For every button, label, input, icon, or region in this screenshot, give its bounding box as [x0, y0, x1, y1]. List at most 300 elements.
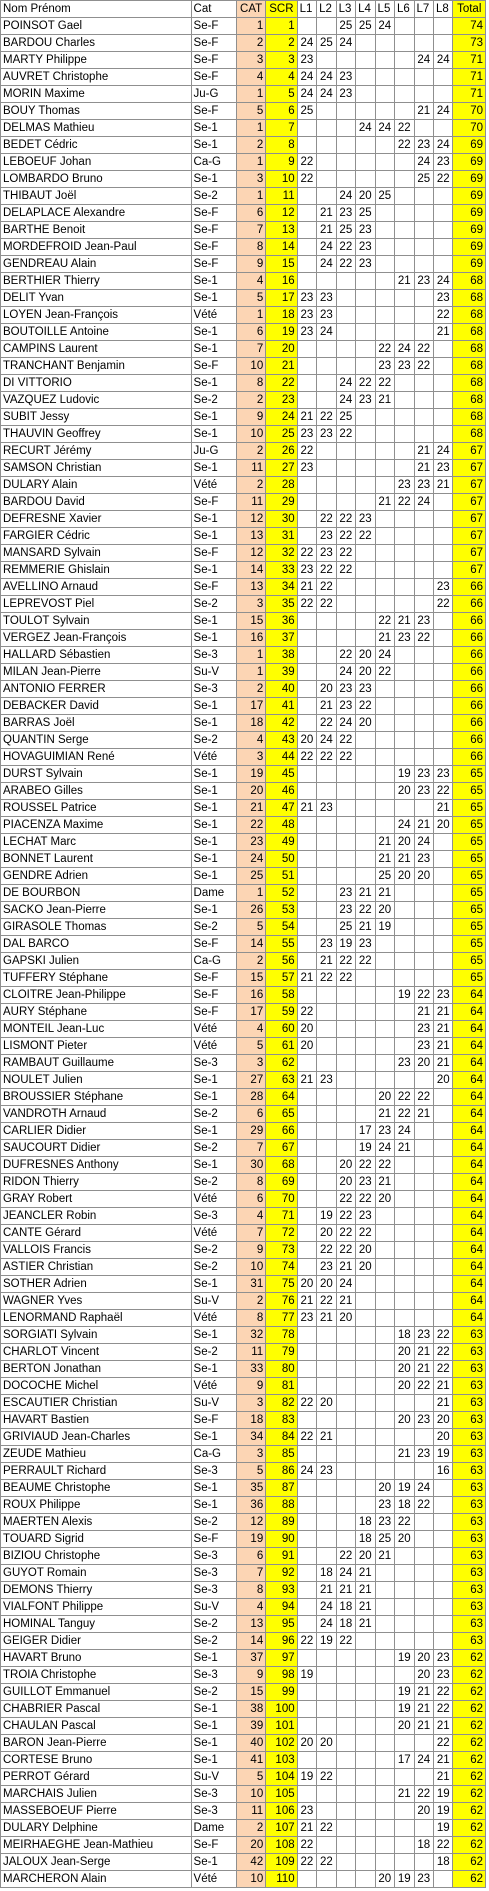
cell-l3[interactable]: [336, 1667, 355, 1684]
cell-name[interactable]: HALLARD Sébastien: [1, 647, 192, 664]
cell-l6[interactable]: [395, 1072, 414, 1089]
cell-l3[interactable]: [336, 1004, 355, 1021]
cell-category[interactable]: Se-1: [191, 783, 236, 800]
cell-l7[interactable]: [414, 885, 433, 902]
cell-name[interactable]: ZEUDE Mathieu: [1, 1446, 192, 1463]
cell-l5[interactable]: [375, 1225, 394, 1242]
cell-category-rank[interactable]: 4: [237, 1021, 266, 1038]
cell-l4[interactable]: [356, 1480, 375, 1497]
cell-l2[interactable]: [317, 137, 336, 154]
cell-category-rank[interactable]: 27: [237, 1072, 266, 1089]
cell-category-rank[interactable]: 24: [237, 851, 266, 868]
cell-category-rank[interactable]: 12: [237, 511, 266, 528]
cell-l6[interactable]: [395, 1820, 414, 1837]
cell-l4[interactable]: [356, 307, 375, 324]
cell-name[interactable]: PERRAULT Richard: [1, 1463, 192, 1480]
cell-l6[interactable]: [395, 69, 414, 86]
cell-l5[interactable]: 22: [375, 664, 394, 681]
cell-total[interactable]: 63: [453, 1327, 486, 1344]
cell-l5[interactable]: 21: [375, 1548, 394, 1565]
cell-category-rank[interactable]: 5: [237, 103, 266, 120]
cell-name[interactable]: GEIGER Didier: [1, 1633, 192, 1650]
cell-l8[interactable]: 22: [434, 1361, 453, 1378]
cell-l8[interactable]: [434, 1191, 453, 1208]
cell-l8[interactable]: [434, 1599, 453, 1616]
cell-l2[interactable]: [317, 1327, 336, 1344]
cell-l7[interactable]: [414, 953, 433, 970]
cell-total[interactable]: 66: [453, 579, 486, 596]
cell-l1[interactable]: [297, 1650, 316, 1667]
cell-l3[interactable]: [336, 1752, 355, 1769]
cell-l1[interactable]: 22: [297, 1837, 316, 1854]
cell-scratch-rank[interactable]: 66: [266, 1123, 297, 1140]
cell-total[interactable]: 67: [453, 477, 486, 494]
cell-l8[interactable]: [434, 1225, 453, 1242]
cell-category-rank[interactable]: 25: [237, 868, 266, 885]
cell-total[interactable]: 68: [453, 409, 486, 426]
cell-l5[interactable]: [375, 936, 394, 953]
cell-l3[interactable]: [336, 1327, 355, 1344]
cell-l6[interactable]: [395, 1599, 414, 1616]
cell-l2[interactable]: 22: [317, 1854, 336, 1871]
cell-name[interactable]: HAVART Bruno: [1, 1650, 192, 1667]
cell-l7[interactable]: 18: [414, 1837, 433, 1854]
cell-l6[interactable]: 22: [395, 1514, 414, 1531]
cell-category-rank[interactable]: 41: [237, 1752, 266, 1769]
cell-l2[interactable]: [317, 868, 336, 885]
cell-scratch-rank[interactable]: 21: [266, 358, 297, 375]
cell-l2[interactable]: [317, 885, 336, 902]
cell-name[interactable]: CARLIER Didier: [1, 1123, 192, 1140]
cell-l5[interactable]: [375, 1446, 394, 1463]
cell-l6[interactable]: [395, 1208, 414, 1225]
cell-l3[interactable]: 22: [336, 1548, 355, 1565]
cell-l3[interactable]: 20: [336, 1157, 355, 1174]
cell-scratch-rank[interactable]: 61: [266, 1038, 297, 1055]
cell-l6[interactable]: [395, 1429, 414, 1446]
cell-l4[interactable]: [356, 766, 375, 783]
cell-l7[interactable]: [414, 1633, 433, 1650]
cell-scratch-rank[interactable]: 73: [266, 1242, 297, 1259]
cell-l6[interactable]: 19: [395, 1480, 414, 1497]
cell-l2[interactable]: 20: [317, 1276, 336, 1293]
cell-category[interactable]: Se-3: [191, 647, 236, 664]
cell-category-rank[interactable]: 6: [237, 324, 266, 341]
cell-l7[interactable]: [414, 902, 433, 919]
cell-name[interactable]: BARON Jean-Pierre: [1, 1735, 192, 1752]
cell-l8[interactable]: 23: [434, 1650, 453, 1667]
cell-l7[interactable]: [414, 1123, 433, 1140]
cell-l1[interactable]: 25: [297, 103, 316, 120]
cell-l5[interactable]: [375, 1395, 394, 1412]
cell-l6[interactable]: 19: [395, 987, 414, 1004]
cell-l3[interactable]: [336, 120, 355, 137]
header-l3[interactable]: L3: [336, 1, 355, 18]
cell-l6[interactable]: 23: [395, 477, 414, 494]
cell-category-rank[interactable]: 4: [237, 69, 266, 86]
cell-scratch-rank[interactable]: 11: [266, 188, 297, 205]
cell-l7[interactable]: [414, 1191, 433, 1208]
cell-category-rank[interactable]: 26: [237, 902, 266, 919]
cell-name[interactable]: ASTIER Christian: [1, 1259, 192, 1276]
cell-category-rank[interactable]: 11: [237, 460, 266, 477]
cell-category-rank[interactable]: 34: [237, 1429, 266, 1446]
cell-name[interactable]: TOULOT Sylvain: [1, 613, 192, 630]
cell-category-rank[interactable]: 3: [237, 749, 266, 766]
cell-l1[interactable]: [297, 1786, 316, 1803]
cell-l4[interactable]: [356, 1429, 375, 1446]
cell-l2[interactable]: 22: [317, 409, 336, 426]
cell-category[interactable]: Se-1: [191, 341, 236, 358]
cell-l3[interactable]: [336, 1701, 355, 1718]
cell-l8[interactable]: [434, 239, 453, 256]
cell-scratch-rank[interactable]: 91: [266, 1548, 297, 1565]
cell-category[interactable]: Se-3: [191, 1582, 236, 1599]
cell-l6[interactable]: 22: [395, 1089, 414, 1106]
cell-scratch-rank[interactable]: 55: [266, 936, 297, 953]
cell-total[interactable]: 65: [453, 885, 486, 902]
cell-category[interactable]: Se-2: [191, 1242, 236, 1259]
cell-l3[interactable]: [336, 834, 355, 851]
cell-scratch-rank[interactable]: 62: [266, 1055, 297, 1072]
cell-name[interactable]: BEDET Cédric: [1, 137, 192, 154]
cell-name[interactable]: DEMONS Thierry: [1, 1582, 192, 1599]
cell-l7[interactable]: [414, 545, 433, 562]
cell-l3[interactable]: [336, 307, 355, 324]
cell-category[interactable]: Vété: [191, 1021, 236, 1038]
cell-category-rank[interactable]: 3: [237, 52, 266, 69]
cell-l2[interactable]: 23: [317, 426, 336, 443]
cell-category[interactable]: Se-1: [191, 1276, 236, 1293]
cell-l1[interactable]: 23: [297, 290, 316, 307]
cell-l8[interactable]: [434, 358, 453, 375]
cell-l8[interactable]: 22: [434, 1684, 453, 1701]
cell-category[interactable]: Se-F: [191, 18, 236, 35]
cell-l3[interactable]: [336, 477, 355, 494]
cell-scratch-rank[interactable]: 25: [266, 426, 297, 443]
cell-name[interactable]: PERROT Gérard: [1, 1769, 192, 1786]
cell-l7[interactable]: [414, 1565, 433, 1582]
cell-l1[interactable]: 21: [297, 409, 316, 426]
cell-l3[interactable]: 22: [336, 732, 355, 749]
cell-l1[interactable]: 22: [297, 1004, 316, 1021]
cell-l8[interactable]: [434, 494, 453, 511]
cell-name[interactable]: LEPREVOST Piel: [1, 596, 192, 613]
cell-name[interactable]: BARDOU David: [1, 494, 192, 511]
cell-l6[interactable]: 21: [395, 1446, 414, 1463]
cell-l1[interactable]: [297, 1599, 316, 1616]
cell-l1[interactable]: [297, 392, 316, 409]
cell-l6[interactable]: [395, 1259, 414, 1276]
cell-l2[interactable]: [317, 1650, 336, 1667]
cell-name[interactable]: DELIT Yvan: [1, 290, 192, 307]
cell-l5[interactable]: [375, 426, 394, 443]
cell-category[interactable]: Se-3: [191, 1548, 236, 1565]
cell-l2[interactable]: [317, 1174, 336, 1191]
cell-l4[interactable]: 23: [356, 1208, 375, 1225]
cell-scratch-rank[interactable]: 98: [266, 1667, 297, 1684]
cell-l5[interactable]: [375, 103, 394, 120]
cell-scratch-rank[interactable]: 28: [266, 477, 297, 494]
cell-l3[interactable]: 21: [336, 1259, 355, 1276]
cell-l6[interactable]: 24: [395, 817, 414, 834]
cell-total[interactable]: 64: [453, 1038, 486, 1055]
cell-l4[interactable]: [356, 1344, 375, 1361]
cell-total[interactable]: 65: [453, 800, 486, 817]
cell-l2[interactable]: [317, 1531, 336, 1548]
cell-scratch-rank[interactable]: 97: [266, 1650, 297, 1667]
cell-name[interactable]: LECHAT Marc: [1, 834, 192, 851]
cell-l4[interactable]: 20: [356, 1259, 375, 1276]
cell-l8[interactable]: 20: [434, 1072, 453, 1089]
cell-l8[interactable]: 24: [434, 273, 453, 290]
cell-l8[interactable]: [434, 545, 453, 562]
cell-name[interactable]: CHABRIER Pascal: [1, 1701, 192, 1718]
cell-l3[interactable]: 24: [336, 188, 355, 205]
cell-l6[interactable]: [395, 222, 414, 239]
cell-scratch-rank[interactable]: 92: [266, 1565, 297, 1582]
cell-l6[interactable]: 24: [395, 341, 414, 358]
cell-l3[interactable]: [336, 1837, 355, 1854]
cell-category[interactable]: Se-2: [191, 596, 236, 613]
cell-total[interactable]: 66: [453, 630, 486, 647]
cell-l4[interactable]: [356, 1055, 375, 1072]
cell-l8[interactable]: [434, 528, 453, 545]
cell-l1[interactable]: 22: [297, 749, 316, 766]
cell-l2[interactable]: 22: [317, 1293, 336, 1310]
cell-total[interactable]: 63: [453, 1514, 486, 1531]
cell-l4[interactable]: [356, 1463, 375, 1480]
cell-total[interactable]: 64: [453, 1242, 486, 1259]
cell-l6[interactable]: 17: [395, 1752, 414, 1769]
cell-total[interactable]: 66: [453, 613, 486, 630]
cell-l4[interactable]: [356, 69, 375, 86]
cell-scratch-rank[interactable]: 64: [266, 1089, 297, 1106]
cell-category[interactable]: Ju-G: [191, 443, 236, 460]
cell-name[interactable]: BARDOU Charles: [1, 35, 192, 52]
cell-l5[interactable]: [375, 715, 394, 732]
cell-l4[interactable]: 20: [356, 715, 375, 732]
cell-total[interactable]: 63: [453, 1412, 486, 1429]
cell-l6[interactable]: [395, 1837, 414, 1854]
cell-category-rank[interactable]: 3: [237, 171, 266, 188]
cell-l5[interactable]: [375, 1021, 394, 1038]
cell-l1[interactable]: [297, 1480, 316, 1497]
cell-scratch-rank[interactable]: 22: [266, 375, 297, 392]
cell-l1[interactable]: [297, 1548, 316, 1565]
cell-scratch-rank[interactable]: 68: [266, 1157, 297, 1174]
cell-l4[interactable]: [356, 1854, 375, 1871]
cell-l4[interactable]: [356, 1293, 375, 1310]
cell-l3[interactable]: [336, 1055, 355, 1072]
cell-l7[interactable]: 23: [414, 1412, 433, 1429]
cell-l1[interactable]: [297, 1514, 316, 1531]
cell-total[interactable]: 63: [453, 1463, 486, 1480]
cell-l2[interactable]: 24: [317, 86, 336, 103]
cell-l7[interactable]: 23: [414, 613, 433, 630]
cell-l4[interactable]: [356, 494, 375, 511]
cell-l7[interactable]: [414, 698, 433, 715]
cell-l7[interactable]: [414, 1548, 433, 1565]
cell-l4[interactable]: [356, 817, 375, 834]
cell-l1[interactable]: [297, 664, 316, 681]
cell-l3[interactable]: [336, 1769, 355, 1786]
cell-scratch-rank[interactable]: 77: [266, 1310, 297, 1327]
cell-total[interactable]: 62: [453, 1684, 486, 1701]
cell-l3[interactable]: [336, 1820, 355, 1837]
cell-scratch-rank[interactable]: 9: [266, 154, 297, 171]
cell-name[interactable]: NOULET Julien: [1, 1072, 192, 1089]
cell-l6[interactable]: [395, 1174, 414, 1191]
cell-l3[interactable]: [336, 1123, 355, 1140]
cell-l6[interactable]: [395, 511, 414, 528]
cell-l4[interactable]: [356, 137, 375, 154]
cell-l5[interactable]: [375, 732, 394, 749]
cell-l4[interactable]: [356, 426, 375, 443]
cell-l3[interactable]: [336, 1650, 355, 1667]
cell-category-rank[interactable]: 10: [237, 426, 266, 443]
cell-l8[interactable]: [434, 35, 453, 52]
cell-l6[interactable]: [395, 1548, 414, 1565]
cell-name[interactable]: MILAN Jean-Pierre: [1, 664, 192, 681]
cell-scratch-rank[interactable]: 26: [266, 443, 297, 460]
cell-l8[interactable]: 21: [434, 477, 453, 494]
cell-l8[interactable]: [434, 86, 453, 103]
cell-l8[interactable]: 24: [434, 103, 453, 120]
cell-total[interactable]: 66: [453, 681, 486, 698]
cell-l3[interactable]: 22: [336, 511, 355, 528]
cell-total[interactable]: 65: [453, 919, 486, 936]
cell-l5[interactable]: 21: [375, 630, 394, 647]
cell-l5[interactable]: [375, 1752, 394, 1769]
cell-category[interactable]: Se-1: [191, 1157, 236, 1174]
cell-l5[interactable]: [375, 1735, 394, 1752]
cell-l7[interactable]: [414, 1276, 433, 1293]
cell-category-rank[interactable]: 8: [237, 1582, 266, 1599]
cell-category-rank[interactable]: 1: [237, 664, 266, 681]
cell-l8[interactable]: 19: [434, 1446, 453, 1463]
cell-category[interactable]: Se-1: [191, 1480, 236, 1497]
cell-l2[interactable]: 25: [317, 35, 336, 52]
cell-l5[interactable]: [375, 817, 394, 834]
cell-total[interactable]: 62: [453, 1718, 486, 1735]
cell-category[interactable]: Se-1: [191, 1701, 236, 1718]
cell-scratch-rank[interactable]: 53: [266, 902, 297, 919]
cell-l7[interactable]: [414, 1310, 433, 1327]
cell-l3[interactable]: [336, 800, 355, 817]
cell-l7[interactable]: 20: [414, 1667, 433, 1684]
cell-l8[interactable]: 22: [434, 1701, 453, 1718]
cell-category[interactable]: Vété: [191, 1191, 236, 1208]
cell-scratch-rank[interactable]: 24: [266, 409, 297, 426]
cell-total[interactable]: 69: [453, 256, 486, 273]
cell-l6[interactable]: 20: [395, 1412, 414, 1429]
cell-l7[interactable]: 21: [414, 817, 433, 834]
cell-l7[interactable]: [414, 1599, 433, 1616]
cell-l2[interactable]: [317, 1803, 336, 1820]
cell-l5[interactable]: 21: [375, 834, 394, 851]
cell-l6[interactable]: [395, 1565, 414, 1582]
cell-l3[interactable]: [336, 1803, 355, 1820]
cell-l4[interactable]: [356, 477, 375, 494]
cell-l3[interactable]: 23: [336, 698, 355, 715]
cell-name[interactable]: ROUSSEL Patrice: [1, 800, 192, 817]
cell-l5[interactable]: 23: [375, 358, 394, 375]
cell-l5[interactable]: [375, 443, 394, 460]
cell-l4[interactable]: [356, 1106, 375, 1123]
cell-l3[interactable]: [336, 1412, 355, 1429]
cell-l2[interactable]: 24: [317, 239, 336, 256]
cell-scratch-rank[interactable]: 4: [266, 69, 297, 86]
cell-l5[interactable]: [375, 596, 394, 613]
cell-l7[interactable]: [414, 375, 433, 392]
cell-scratch-rank[interactable]: 78: [266, 1327, 297, 1344]
cell-category-rank[interactable]: 5: [237, 1038, 266, 1055]
cell-category-rank[interactable]: 1: [237, 647, 266, 664]
cell-l7[interactable]: 21: [414, 443, 433, 460]
cell-l2[interactable]: [317, 1497, 336, 1514]
cell-l1[interactable]: [297, 1497, 316, 1514]
cell-name[interactable]: VIALFONT Philippe: [1, 1599, 192, 1616]
cell-l6[interactable]: 22: [395, 120, 414, 137]
cell-l5[interactable]: [375, 1072, 394, 1089]
cell-l4[interactable]: [356, 443, 375, 460]
cell-total[interactable]: 64: [453, 1225, 486, 1242]
cell-category-rank[interactable]: 20: [237, 1837, 266, 1854]
cell-l5[interactable]: 22: [375, 375, 394, 392]
cell-name[interactable]: PIACENZA Maxime: [1, 817, 192, 834]
cell-category[interactable]: Ju-G: [191, 86, 236, 103]
cell-l7[interactable]: 20: [414, 868, 433, 885]
cell-name[interactable]: HAVART Bastien: [1, 1412, 192, 1429]
cell-l7[interactable]: [414, 664, 433, 681]
cell-l5[interactable]: 23: [375, 1514, 394, 1531]
cell-category[interactable]: Se-1: [191, 1752, 236, 1769]
cell-l5[interactable]: 24: [375, 18, 394, 35]
cell-category-rank[interactable]: 1: [237, 188, 266, 205]
cell-name[interactable]: DAL BARCO: [1, 936, 192, 953]
cell-scratch-rank[interactable]: 46: [266, 783, 297, 800]
cell-category-rank[interactable]: 13: [237, 1616, 266, 1633]
cell-scratch-rank[interactable]: 18: [266, 307, 297, 324]
cell-l5[interactable]: 21: [375, 392, 394, 409]
cell-total[interactable]: 68: [453, 341, 486, 358]
cell-l8[interactable]: [434, 919, 453, 936]
cell-l5[interactable]: 24: [375, 647, 394, 664]
cell-l1[interactable]: [297, 137, 316, 154]
cell-scratch-rank[interactable]: 2: [266, 35, 297, 52]
cell-scratch-rank[interactable]: 39: [266, 664, 297, 681]
cell-l2[interactable]: 24: [317, 732, 336, 749]
cell-l3[interactable]: [336, 1871, 355, 1888]
cell-scratch-rank[interactable]: 19: [266, 324, 297, 341]
cell-category[interactable]: Se-1: [191, 1718, 236, 1735]
cell-l4[interactable]: [356, 1769, 375, 1786]
cell-l8[interactable]: [434, 885, 453, 902]
cell-scratch-rank[interactable]: 59: [266, 1004, 297, 1021]
cell-l4[interactable]: 18: [356, 1531, 375, 1548]
cell-name[interactable]: JALOUX Jean-Serge: [1, 1854, 192, 1871]
cell-l1[interactable]: [297, 1174, 316, 1191]
cell-l1[interactable]: 21: [297, 800, 316, 817]
cell-category-rank[interactable]: 36: [237, 1497, 266, 1514]
cell-l6[interactable]: [395, 1191, 414, 1208]
cell-name[interactable]: BONNET Laurent: [1, 851, 192, 868]
cell-l7[interactable]: 24: [414, 1480, 433, 1497]
cell-l4[interactable]: [356, 1718, 375, 1735]
cell-l7[interactable]: 24: [414, 834, 433, 851]
cell-l1[interactable]: [297, 528, 316, 545]
